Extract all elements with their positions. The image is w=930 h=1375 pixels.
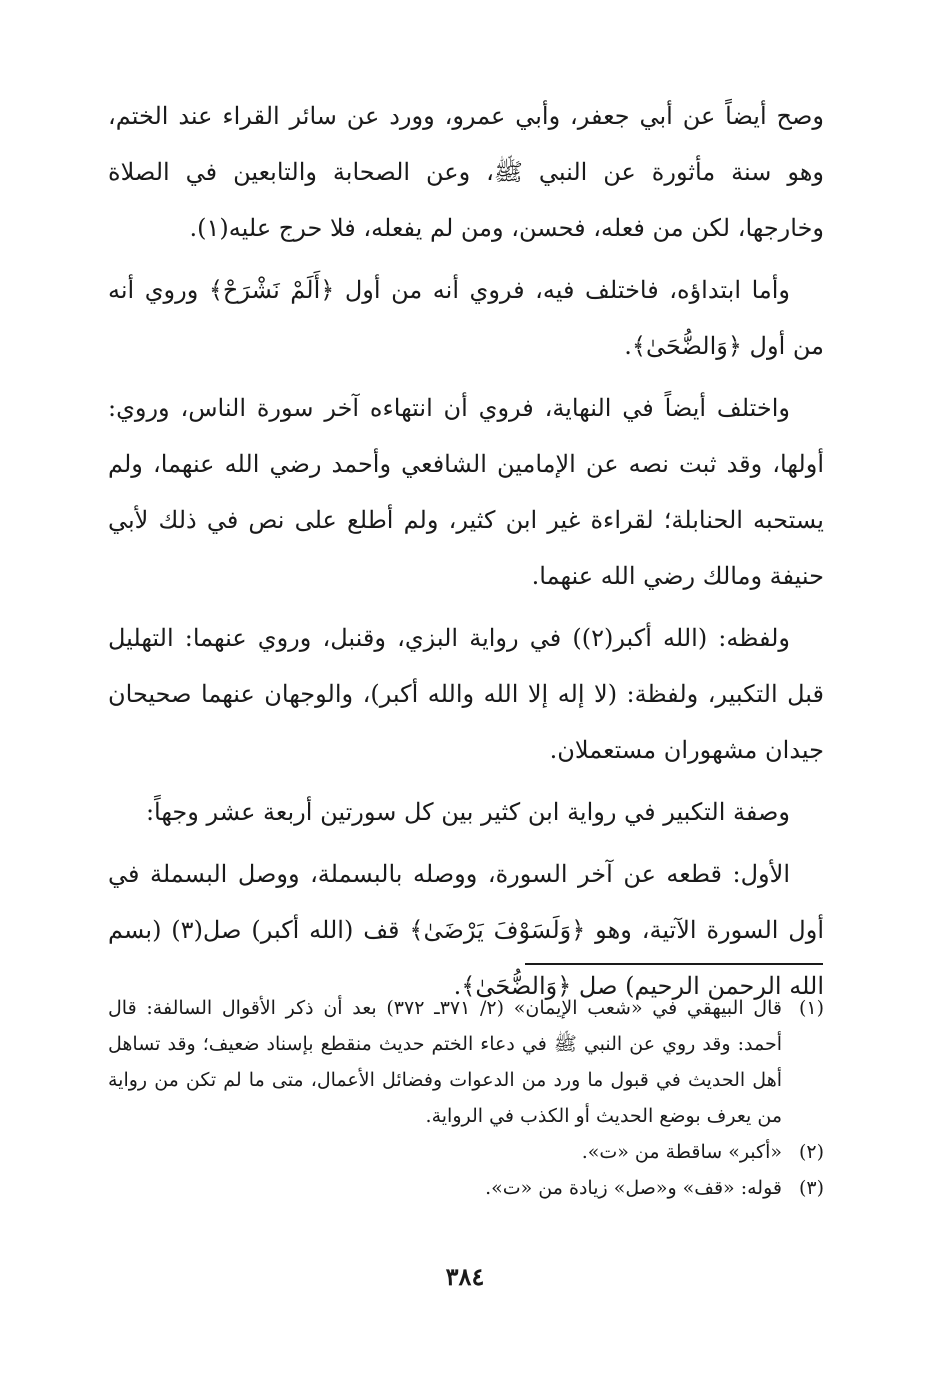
paragraph-6: الأول: قطعه عن آخر السورة، ووصله بالبسملة، ووصل البسملة في أول السورة الآتية، وهو ﴿وَلَسَوْفَ يَرْضَىٰ﴾ قف (الله أكبر) صل(٣) (بسم الله الرحمن الرحيم) صل ﴿وَالضُّحَىٰ﴾.: [108, 860, 824, 1000]
footnote-number: (٢): [798, 1141, 824, 1163]
footnote-text: قوله: «قف» و«صل» زيادة من «ت».: [485, 1177, 782, 1199]
paragraph-5: وصفة التكبير في رواية ابن كثير بين كل سورتين أربعة عشر وجهاً:: [145, 798, 790, 826]
footnote-text: قال البيهقي في «شعب الإيمان» (٢/ ٣٧١ـ ٣٧٢) بعد أن ذكر الأقوال السالفة: قال أحمد: وقد روي عن النبي ﷺ في دعاء الختم حديث منقطع بإسناد ضعيف؛ وقد تساهل أهل الحديث في قبول ما ورد من الدعوات وفضائل الأعمال، متى ما لم تكن من رواية من يعرف بوضع الحديث أو الكذب في الرواية.: [108, 997, 782, 1127]
footnote-divider: [525, 963, 823, 965]
footnote-number: (٣): [798, 1177, 824, 1199]
paragraph-4: ولفظه: (الله أكبر(٢)) في رواية البزي، وقنبل، وروي عنهما: التهليل قبل التكبير، ولفظة: (لا إله إلا الله والله أكبر)، والوجهان عنهما صحيحان جيدان مشهوران مستعملان.: [108, 624, 824, 764]
paragraph-1: وصح أيضاً عن أبي جعفر، وأبي عمرو، وورد عن سائر القراء عند الختم، وهو سنة مأثورة عن النبي ﷺ، وعن الصحابة والتابعين في الصلاة وخارجها، لكن من فعله، فحسن، ومن لم يفعله، فلا حرج عليه(١).: [108, 102, 824, 242]
footnote-number: (١): [798, 997, 824, 1019]
main-text: [108, 88, 824, 1014]
footnote-3: [108, 1170, 824, 1206]
footnote-text: «أكبر» ساقطة من «ت».: [581, 1141, 782, 1163]
footnote-2: [108, 1134, 824, 1170]
page-number: ٣٨٤: [445, 1262, 485, 1291]
footnote-1: [108, 990, 824, 1134]
footnotes: [108, 990, 824, 1206]
paragraph-3: واختلف أيضاً في النهاية، فروي أن انتهاءه آخر سورة الناس، وروي: أولها، وقد ثبت نصه عن الإمامين الشافعي وأحمد رضي الله عنهما، ولم يستحبه الحنابلة؛ لقراءة غير ابن كثير، ولم أطلع على نص في ذلك لأبي حنيفة ومالك رضي الله عنهما.: [108, 394, 824, 590]
paragraph-2: وأما ابتداؤه، فاختلف فيه، فروي أنه من أول ﴿أَلَمْ نَشْرَحْ﴾ وروي أنه من أول ﴿وَالضُّحَىٰ﴾.: [108, 276, 824, 360]
